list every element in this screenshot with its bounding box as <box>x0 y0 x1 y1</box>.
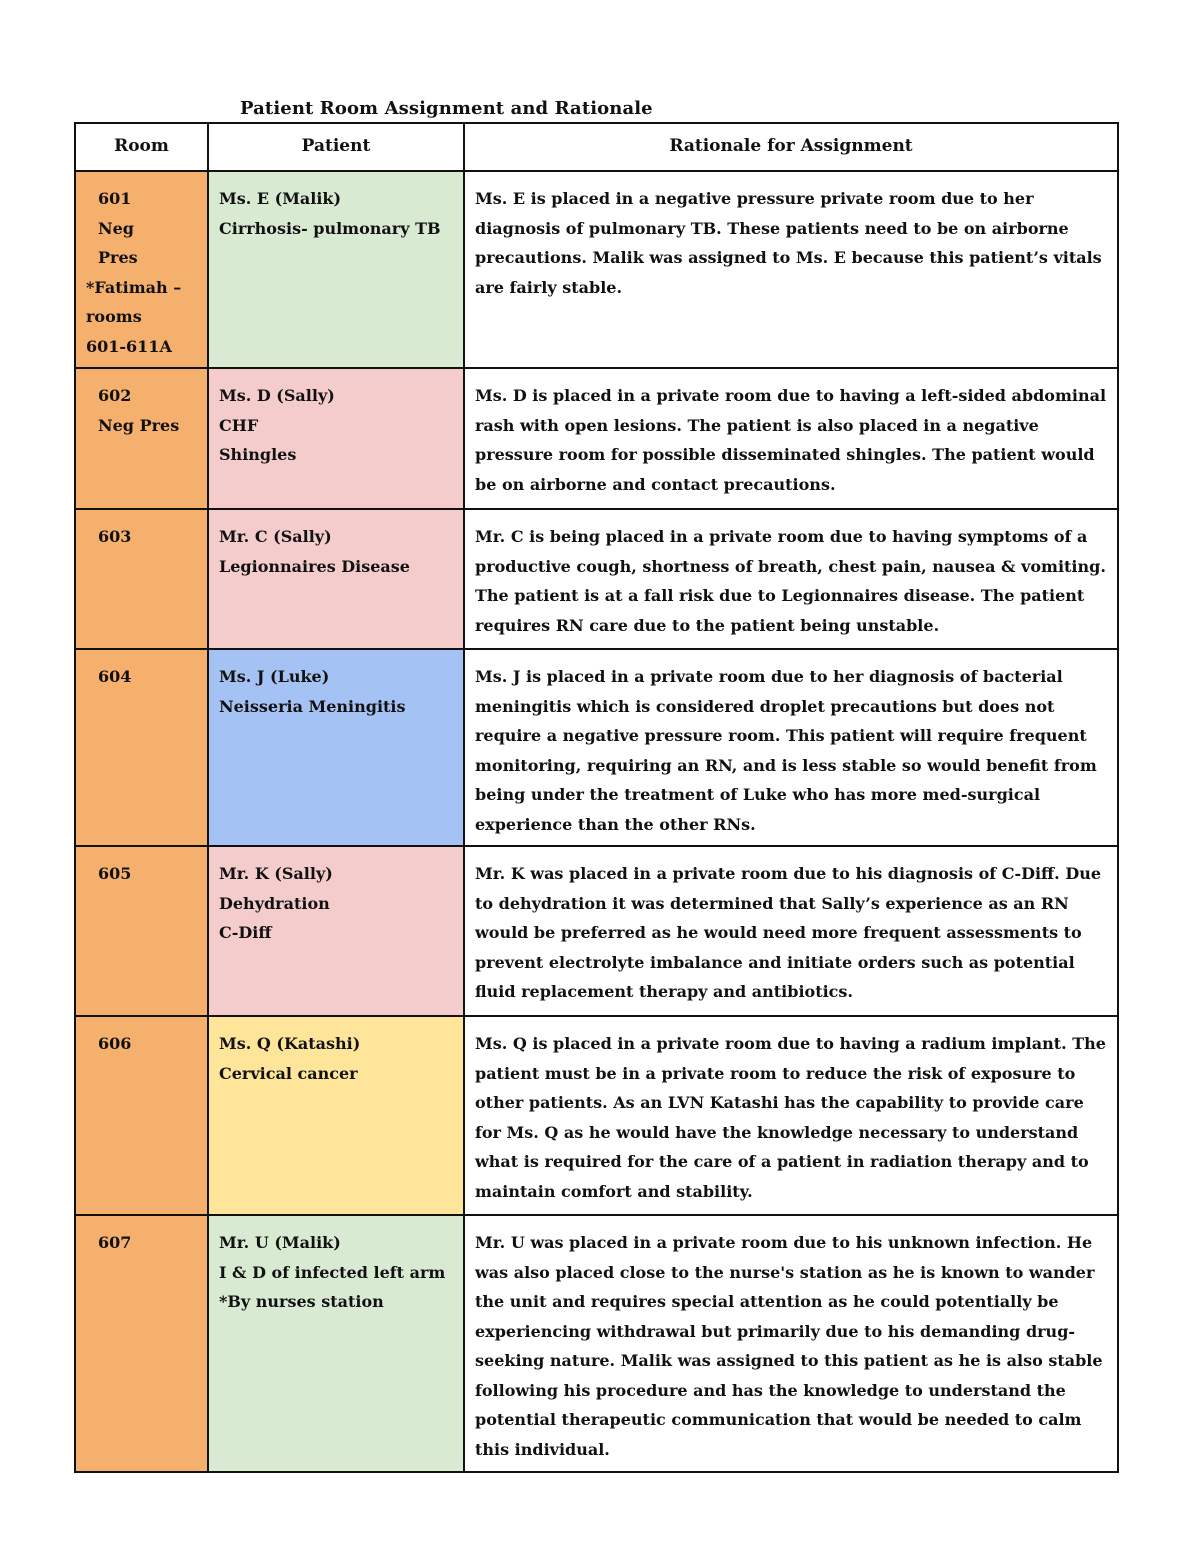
patient-name: Mr. K (Sally) <box>219 864 333 883</box>
patient-diagnosis: CHF <box>219 415 259 435</box>
table-row <box>75 649 1118 846</box>
table-row <box>75 509 1118 649</box>
table-header-row <box>75 123 1118 171</box>
rationale-cell: Mr. U was placed in a private room due to his unknown infection. He was also placed close to the nurse's station as he is known to wander the unit and requires special attention as he could potentially be experiencing withdrawal but primarily due to his demanding drug-seeking nature. Malik was assigned to this patient as he is also stable following his procedure and has the knowledge to understand the potential therapeutic communication that would be needed to calm this individual. <box>464 1215 1118 1472</box>
rationale-cell: Ms. Q is placed in a private room due to having a radium implant. The patient must be in a private room to reduce the risk of exposure to other patients. As an LVN Katashi has the capability to provide care for Ms. Q as he would have the knowledge necessary to understand what is required for the care of a patient in radiation therapy and to maintain comfort and stability. <box>464 1016 1118 1215</box>
room-line: Neg <box>98 218 134 238</box>
room-line: rooms <box>86 307 142 326</box>
rationale-cell: Ms. J is placed in a private room due to her diagnosis of bacterial meningitis which is considered droplet precautions but does not require a negative pressure room. This patient will require frequent monitoring, requiring an RN, and is less stable so would benefit from being under the treatment of Luke who has more med-surgical experience than the other RNs. <box>464 649 1118 846</box>
patient-name: Ms. Q (Katashi) <box>219 1034 361 1053</box>
room-cell <box>75 846 208 1016</box>
patient-diagnosis: Legionnaires Disease <box>219 556 410 576</box>
room-line: *Fatimah – <box>86 277 182 297</box>
patient-name: Mr. U (Malik) <box>219 1233 341 1252</box>
header-patient: Patient <box>208 123 464 171</box>
room-line: 603 <box>98 527 132 546</box>
room-cell <box>75 1215 208 1472</box>
patient-name: Mr. C (Sally) <box>219 527 332 546</box>
patient-diagnosis: Shingles <box>219 445 297 464</box>
room-cell <box>75 368 208 509</box>
patient-name: Ms. D (Sally) <box>219 386 335 405</box>
room-assignment-table <box>74 122 1119 1473</box>
header-rationale: Rationale for Assignment <box>464 123 1118 171</box>
patient-diagnosis: Dehydration <box>219 893 330 913</box>
patient-note: *By nurses station <box>219 1292 384 1311</box>
header-room: Room <box>75 123 208 171</box>
room-line: 604 <box>98 667 132 686</box>
room-cell <box>75 171 208 368</box>
patient-diagnosis: C-Diff <box>219 923 272 942</box>
room-line: 605 <box>98 864 132 883</box>
table-row <box>75 171 1118 368</box>
rationale-cell: Ms. E is placed in a negative pressure private room due to her diagnosis of pulmonary TB. These patients need to be on airborne precautions. Malik was assigned to Ms. E because this patient’s vitals are fairly stable. <box>464 171 1118 368</box>
room-line: 601-611A <box>86 336 172 356</box>
rationale-cell: Ms. D is placed in a private room due to having a left-sided abdominal rash with open lesions. The patient is also placed in a negative pressure room for possible disseminated shingles. The patient would be on airborne and contact precautions. <box>464 368 1118 509</box>
room-line: Neg Pres <box>98 415 180 435</box>
patient-diagnosis: Neisseria Meningitis <box>219 696 406 716</box>
room-cell <box>75 1016 208 1215</box>
patient-name: Ms. E (Malik) <box>219 189 342 208</box>
room-cell <box>75 509 208 649</box>
room-line: 606 <box>98 1034 132 1053</box>
patient-cell <box>208 1215 464 1472</box>
room-line: 607 <box>98 1233 132 1252</box>
room-line: Pres <box>98 248 138 267</box>
patient-cell <box>208 368 464 509</box>
table-row <box>75 846 1118 1016</box>
table-row <box>75 368 1118 509</box>
rationale-cell: Mr. K was placed in a private room due to his diagnosis of C-Diff. Due to dehydration it was determined that Sally’s experience as an RN would be preferred as he would need more frequent assessments to prevent electrolyte imbalance and initiate orders such as potential fluid replacement therapy and antibiotics. <box>464 846 1118 1016</box>
patient-diagnosis: Cervical cancer <box>219 1063 358 1083</box>
room-line: 601 <box>98 189 132 208</box>
patient-diagnosis: Cirrhosis- pulmonary TB <box>219 218 441 238</box>
patient-diagnosis: I & D of infected left arm <box>219 1262 446 1282</box>
patient-name: Ms. J (Luke) <box>219 667 330 686</box>
room-line: 602 <box>98 386 132 405</box>
patient-cell <box>208 1016 464 1215</box>
patient-cell <box>208 171 464 368</box>
table-row <box>75 1016 1118 1215</box>
room-cell <box>75 649 208 846</box>
rationale-cell: Mr. C is being placed in a private room due to having symptoms of a productive cough, shortness of breath, chest pain, nausea & vomiting. The patient is at a fall risk due to Legionnaires disease. The patient requires RN care due to the patient being unstable. <box>464 509 1118 649</box>
patient-cell <box>208 649 464 846</box>
document-title: Patient Room Assignment and Rationale <box>240 98 653 119</box>
patient-cell <box>208 509 464 649</box>
table-row <box>75 1215 1118 1472</box>
patient-cell <box>208 846 464 1016</box>
